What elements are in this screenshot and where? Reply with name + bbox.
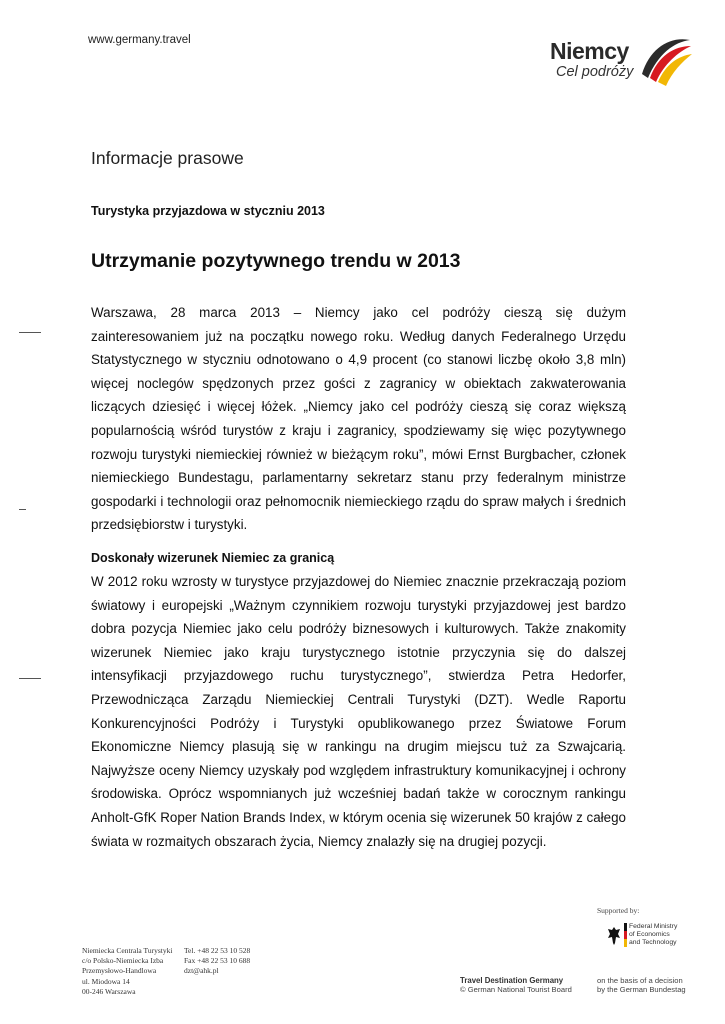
footer-fax: Fax +48 22 53 10 688 (184, 956, 251, 966)
logo-title: Niemcy (550, 38, 629, 64)
body-paragraph-2: W 2012 roku wzrosty w turystyce przyjazdowej do Niemiec znacznie przekraczają poziom światowy i europejski „Ważnym czynnikiem rozwoju turystyki przyjazdowej jest bardzo dobra pozycja Niemiec jako celu podróży biznesowych i kulturowych. Także znakomity wizerunek Niemiec jako kraju turystycznego istotnie przyczynia się do dalszej intensyfikacji przyjazdowego ruchu turystycznego”, stwierdza Petra Hedorfer, Przewodnicząca Zarządu Niemieckiej Centrali Turystyki (DZT). Wedle Raportu Konkurencyjności Podróży i Turystyki opublikowanego przez Światowe Forum Ekonomiczne Niemcy plasują się w rankingu na drugim miejscu tuż za Szwajcarią. Najwyższe oceny Niemcy uzyskały pod względem infrastruktury komunikacyjnej i ochrony środowiska. Oprócz wspomnianych już wcześniej badań także w corocznym rankingu Anholt-GfK Roper Nation Brands Index, w którym ocenia się wizerunek 50 krajów z całego świata w rozmaitych obszarach życia, Niemcy znalazły się na drugiej pozycji. (91, 574, 626, 849)
logo-subtitle: Cel podróży (556, 64, 634, 80)
bundestag-decision-note (597, 976, 686, 994)
press-subtitle: Turystyka przyjazdowa w styczniu 2013 (91, 204, 325, 218)
footer-email: dzt@ahk.pl (184, 966, 219, 976)
body-paragraph-1: Warszawa, 28 marca 2013 – Niemcy jako cel podróży cieszą się dużym zainteresowaniem już na początku nowego roku. Według danych Federalnego Urzędu Statystycznego w styczniu odnotowano o 4,9 procent (co stanowi liczbę około 3,8 mln) więcej noclegów spędzonych przez gości z zagranicy w obiektach zakwaterowania liczących dziesięć i więcej łóżek. „Niemcy jako cel podróży cieszą się coraz większą popularnością wśród turystów z kraju i zagranicy, spodziewamy się więc pozytywnego rozwoju turystyki niemieckiej również w bieżącym roku”, mówi Ernst Burgbacher, członek niemieckiego Bundestagu, parlamentarny sekretarz stanu przy federalnym ministrze gospodarki i technologii oraz pełnomocnik niemieckiego rządu do spraw małych i średnich przedsiębiorstw i turystyki. (91, 305, 626, 533)
basis-line: by the German Bundestag (597, 985, 686, 994)
footer-address-line: c/o Polsko-Niemiecka Izba (82, 956, 164, 966)
margin-fold-mark (19, 678, 41, 679)
supported-by-label: Supported by: (597, 906, 640, 915)
ministry-line: of Economics (629, 931, 670, 939)
margin-punch-mark (19, 509, 26, 510)
niemcy-logo (548, 34, 698, 94)
tdg-title: Travel Destination Germany (460, 976, 564, 985)
section-heading: Doskonały wizerunek Niemiec za granicą (91, 551, 335, 565)
swoosh-emblem-icon (636, 34, 694, 88)
footer-address (82, 946, 172, 997)
footer-phone: Tel. +48 22 53 10 528 (184, 946, 251, 955)
ministry-logo (606, 923, 696, 951)
footer-contact (184, 946, 250, 977)
press-headline: Utrzymanie pozytywnego trendu w 2013 (91, 250, 461, 272)
basis-line: on the basis of a decision (597, 976, 683, 985)
ministry-name (629, 923, 677, 948)
footer-address-line: Niemiecka Centrala Turystyki (82, 946, 173, 955)
federal-eagle-icon (606, 925, 622, 947)
footer-address-line: Przemysłowo-Handlowa (82, 966, 157, 976)
tdg-subtitle: © German National Tourist Board (460, 985, 572, 994)
margin-fold-mark (19, 332, 41, 333)
footer-address-line: ul. Miodowa 14 (82, 976, 130, 986)
ministry-line: and Technology (629, 939, 677, 947)
footer-address-line: 00-246 Warszawa (82, 986, 136, 996)
website-url: www.germany.travel (88, 34, 191, 46)
german-flag-icon (624, 923, 627, 947)
ministry-line: Federal Ministry (629, 923, 678, 930)
section-label: Informacje prasowe (91, 148, 244, 168)
